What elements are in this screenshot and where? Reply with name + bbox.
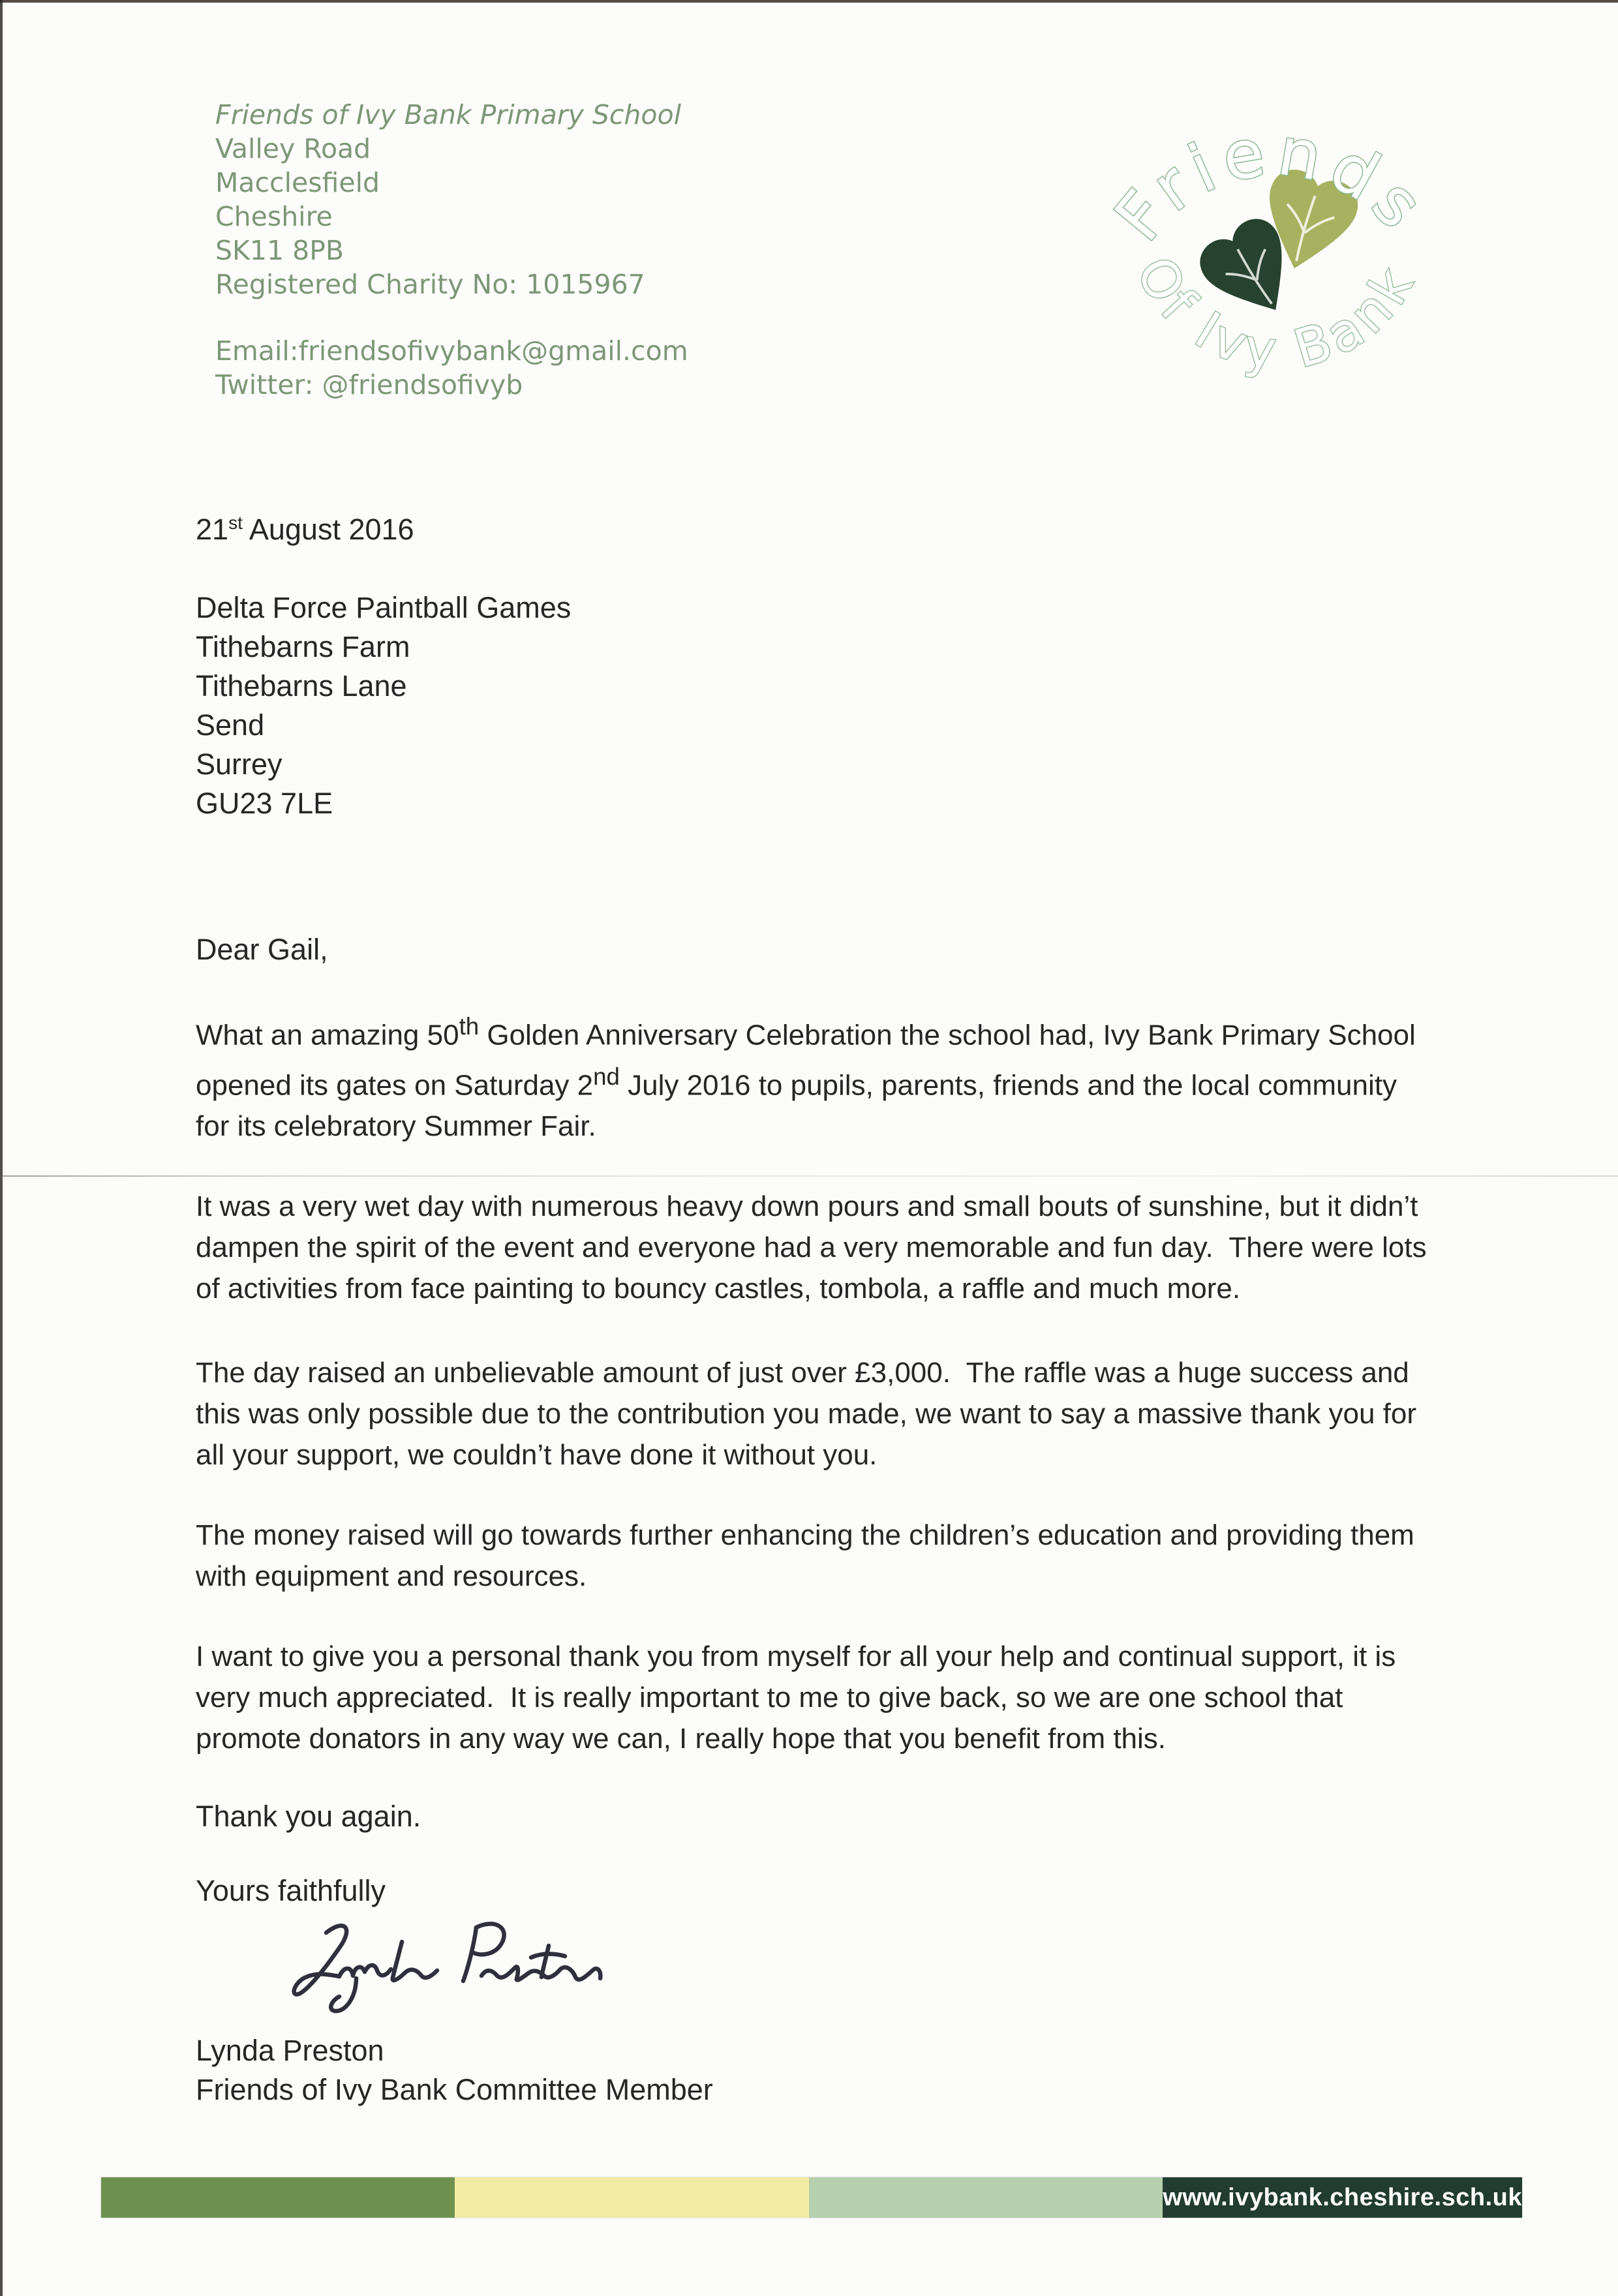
paragraph-3: The day raised an unbelievable amount of just over £3,000. The raffle was a huge success and this was only possible due to the contribution you made, we want to say a massive thank you for all your support, we couldn’t have done it without you.: [196, 1357, 1425, 1472]
recipient-line: GU23 7LE: [196, 787, 333, 820]
school-website-url: www.ivybank.cheshire.sch.uk: [1163, 2183, 1522, 2211]
charity-number-line: Registered Charity No: 1015967: [215, 269, 645, 300]
paragraph-1: [196, 1006, 1429, 1147]
footer-colour-bar: [101, 2177, 1522, 2218]
sender-address-line: Macclesfield: [215, 167, 380, 198]
date-ordinal: st: [228, 513, 243, 533]
sender-email-line: Email:friendsofivybank@gmail.com: [215, 335, 688, 367]
footer-segment-yellow: [455, 2177, 808, 2218]
sender-address-line: SK11 8PB: [215, 235, 344, 266]
recipient-line: Tithebarns Lane: [196, 669, 407, 702]
date-day: 21: [196, 513, 229, 546]
recipient-line: Delta Force Paintball Games: [196, 591, 572, 624]
recipient-address-block: [196, 588, 1422, 823]
footer-segment-lightgreen: [809, 2177, 1163, 2218]
closing-thanks: Thank you again.: [196, 1800, 421, 1834]
logo-arc-bottom-text: Of Ivy Bank: [1124, 247, 1427, 382]
scan-artifact-top-edge: [0, 0, 1618, 3]
footer-segment-dark: [1163, 2177, 1522, 2218]
valediction: Yours faithfully: [196, 1874, 386, 1908]
paragraph-1-text: July 2016 to pupils, parents, friends and the local community for its celebratory Summer Fair.: [196, 1069, 1405, 1143]
letter-date: [196, 513, 1422, 547]
handwritten-signature: [261, 1917, 692, 2028]
paragraph-5: I want to give you a personal thank you from myself for all your help and continual support, it is very much appreciated. It is really important to me to give back, so we are one school that promote donators in any way we can, I really hope that you benefit from this.: [196, 1640, 1404, 1755]
ordinal-superscript: th: [459, 1013, 480, 1040]
paragraph-4: The money raised will go towards further enhancing the children’s education and providing them with equipment and resources.: [196, 1519, 1423, 1593]
paragraph-2: It was a very wet day with numerous heavy down pours and small bouts of sunshine, but it didn’t dampen the spirit of the event and everyone had a very memorable and fun day. There were lots of activities from face painting to bouncy castles, tombola, a raffle and much more.: [196, 1190, 1435, 1305]
sender-address-block: [215, 98, 1422, 402]
salutation: Dear Gail,: [196, 933, 328, 966]
logo-arc-top-text: Friends: [1100, 112, 1443, 256]
recipient-line: Surrey: [196, 748, 282, 781]
footer-segment-green: [101, 2177, 455, 2218]
ordinal-superscript: nd: [593, 1063, 620, 1090]
sender-address-line: Valley Road: [215, 133, 371, 164]
sender-organisation: Friends of Ivy Bank Primary School: [215, 99, 681, 130]
recipient-line: Send: [196, 708, 265, 742]
recipient-line: Tithebarns Farm: [196, 630, 410, 663]
sender-address-line: Cheshire: [215, 201, 333, 232]
paragraph-1-text: Golden Anniversary Celebration the school had, Ivy Bank Primary School opened its gates on Saturday 2: [196, 1019, 1424, 1102]
signer-name: Lynda Preston: [196, 2034, 384, 2068]
paragraph-1-text: What an amazing 50: [196, 1019, 459, 1051]
signer-role: Friends of Ivy Bank Committee Member: [196, 2073, 713, 2107]
sender-twitter-line: Twitter: @friendsofivyb: [215, 369, 523, 400]
date-rest: August 2016: [242, 513, 414, 546]
